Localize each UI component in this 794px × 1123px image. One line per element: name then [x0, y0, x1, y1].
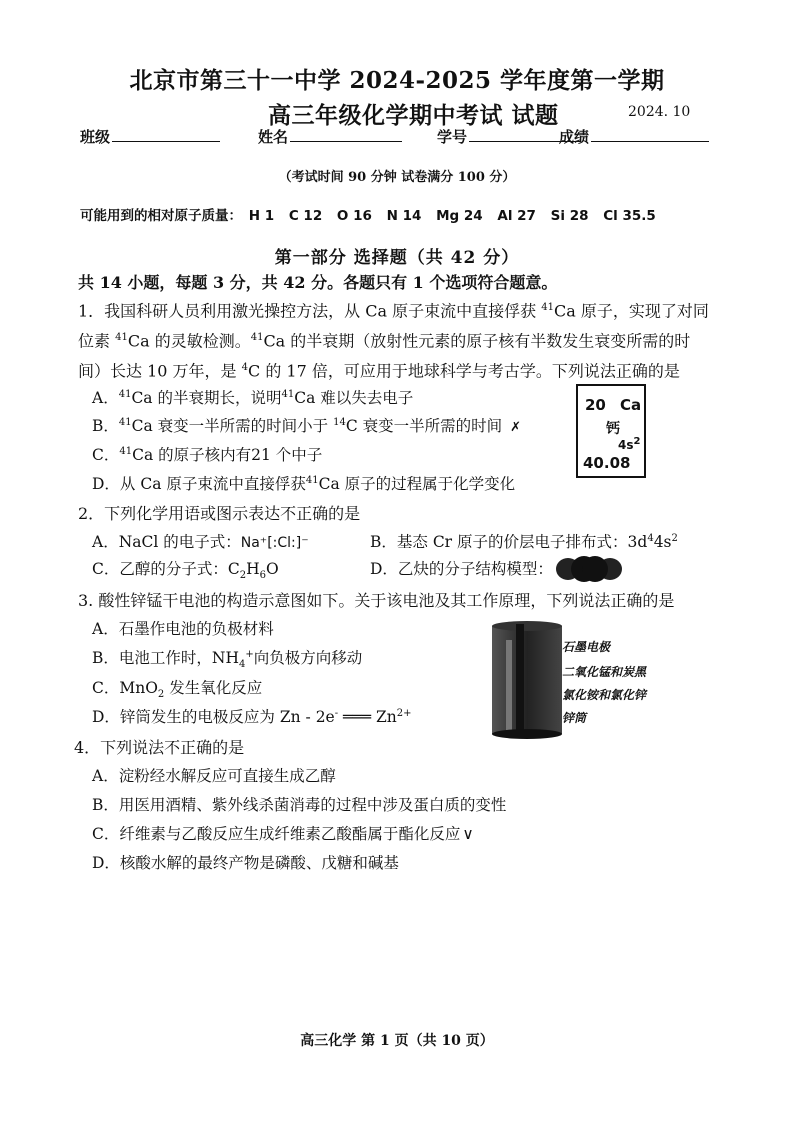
formula-sup: 2	[671, 532, 678, 544]
option-text: C．MnO	[92, 679, 158, 697]
mass-item: H 1	[248, 208, 275, 224]
q1-option-b[interactable]	[92, 414, 521, 436]
q2-option-c[interactable]	[92, 557, 279, 581]
acetylene-model-image	[554, 556, 624, 582]
electron-config	[618, 436, 640, 452]
q1-stem-line1	[78, 293, 709, 326]
mass-number: 14	[333, 416, 346, 428]
config-text: 4s	[618, 438, 634, 452]
class-blank[interactable]	[112, 127, 220, 142]
q4-option-b[interactable]: B．用医用酒精、紫外线杀菌消毒的过程中涉及蛋白质的变性	[92, 796, 507, 814]
q2-option-b[interactable]	[370, 530, 678, 552]
name-blank[interactable]	[290, 127, 402, 142]
atomic-mass-label: 可能用到的相对原子质量：	[80, 208, 242, 224]
option-letter: B．	[92, 417, 119, 435]
q1-stem-line2	[78, 323, 690, 356]
q3-stem: 3. 酸性锌锰干电池的构造示意图如下。关于该电池及其工作原理，下列说法正确的是	[78, 591, 675, 610]
option-text: 发生氧化反应	[164, 679, 263, 697]
option-letter: A．	[92, 389, 119, 407]
option-text: C．乙醇的分子式：	[92, 560, 228, 578]
mass-number: 4	[241, 362, 248, 373]
q1-text: C 的 17 倍，可应用于地球科学与考古学。下列说法正确的是	[248, 361, 680, 381]
atomic-mass: 40.08	[583, 454, 631, 472]
option-text: Ca 难以失去电子	[294, 389, 414, 407]
option-text: B．基态 Cr 原子的价层电子排布式：	[370, 533, 628, 551]
option-text: Ca 的原子核内有21 个中子	[132, 446, 323, 464]
class-label: 班级	[80, 128, 111, 146]
formula-sup: 4	[647, 532, 654, 544]
option-text: Ca 原子的过程属于化学变化	[318, 475, 516, 493]
q2-stem: 2．下列化学用语或图示表达不正确的是	[78, 504, 361, 523]
q3-option-c[interactable]	[92, 676, 262, 700]
mass-item: Si 28	[550, 208, 589, 224]
element-name: 钙	[606, 421, 620, 437]
q1-text: 1．我国科研人员利用激光操控方法，从 Ca 原子束流中直接俘获	[78, 301, 542, 321]
option-text: C．纤维素与乙酸反应生成纤维素乙酸酯属于酯化反应	[92, 825, 461, 843]
mass-number: 41	[118, 416, 132, 428]
mass-item: N 14	[386, 208, 422, 224]
score-label: 成绩	[559, 128, 590, 146]
mass-number: 41	[281, 388, 295, 400]
name-label: 姓名	[258, 128, 289, 146]
mass-number: 41	[115, 332, 128, 343]
label-zinc-can: 锌筒	[562, 711, 587, 725]
formula-text: O	[266, 560, 279, 578]
formula-sup: 2+	[396, 707, 412, 719]
q1-text: 位素	[78, 331, 116, 351]
mass-item: Cl 35.5	[603, 208, 656, 224]
formula-text: H	[246, 560, 260, 578]
config-sup: 2	[633, 436, 641, 447]
option-text: 向负极方向移动	[253, 649, 363, 667]
score-field[interactable]	[559, 126, 709, 147]
class-field[interactable]	[80, 126, 220, 147]
q3-option-b[interactable]	[92, 646, 362, 670]
q1-text: Ca 的灵敏检测。	[127, 331, 251, 351]
mass-number: 41	[250, 332, 264, 343]
q2-option-d[interactable]	[370, 557, 553, 579]
mass-number: 41	[305, 474, 319, 486]
q1-option-c[interactable]	[92, 443, 322, 465]
formula-sub: 2	[157, 689, 165, 701]
option-text: ═══ Zn	[338, 708, 397, 726]
exam-title-line1: 北京市第三十一中学 2024-2025 学年度第一学期	[129, 67, 665, 94]
page-footer: 高三化学 第 1 页（共 10 页）	[300, 1033, 494, 1049]
formula-text: 3d	[627, 533, 648, 551]
q1-option-a[interactable]	[92, 386, 413, 408]
q1-text: 间）长达 10 万年，是	[78, 361, 242, 381]
q2-option-a[interactable]	[92, 530, 309, 552]
formula-sup: -	[334, 707, 339, 719]
handwritten-mark: ✗	[510, 420, 522, 435]
q1-text: Ca 的半衰期（放射性元素的原子核有半数发生衰变所需的时	[263, 331, 691, 351]
option-text: Ca 衰变一半所需的时间小于	[131, 417, 334, 435]
option-text: B．电池工作时，NH	[92, 649, 239, 667]
option-text: D．锌筒发生的电极反应为 Zn - 2e	[92, 708, 335, 726]
formula-sub: 2	[239, 570, 247, 582]
mass-item: Al 27	[497, 208, 536, 224]
part1-instructions: 共 14 小题，每题 3 分，共 42 分。各题只有 1 个选项符合题意。	[78, 273, 558, 292]
exam-title-line2: 高三年级化学期中考试 试题	[268, 102, 559, 129]
mass-number: 41	[119, 445, 133, 457]
q4-stem: 4．下列说法不正确的是	[74, 738, 245, 757]
label-nh4cl-zncl2: 氯化铵和氯化锌	[562, 688, 647, 702]
atomic-number: 20	[585, 396, 606, 414]
handwritten-mark: ∨	[462, 825, 474, 843]
option-text: D．乙炔的分子结构模型：	[370, 560, 553, 578]
part1-heading: 第一部分 选择题（共 42 分）	[274, 248, 520, 268]
name-field[interactable]	[258, 126, 402, 147]
option-text: D．从 Ca 原子束流中直接俘获	[92, 475, 306, 493]
element-symbol: Ca	[620, 396, 642, 414]
student-id-label: 学号	[437, 128, 468, 146]
option-letter: C．	[92, 446, 120, 464]
q1-stem-line3	[78, 353, 680, 386]
exam-note: （考试时间 90 分钟 试卷满分 100 分）	[278, 170, 516, 185]
q1-text: Ca 原子，实现了对同	[553, 301, 709, 321]
atomic-mass-line	[80, 204, 656, 224]
option-text: A．NaCl 的电子式：	[92, 533, 241, 551]
mass-item: C 12	[288, 208, 323, 224]
option-text: C 衰变一半所需的时间	[345, 417, 503, 435]
formula-sub: 6	[259, 570, 267, 582]
mass-item: Mg 24	[436, 208, 483, 224]
calcium-element-card	[576, 384, 646, 478]
mass-number: 41	[541, 302, 554, 313]
mass-item: O 16	[336, 208, 372, 224]
q3-option-d[interactable]	[92, 705, 411, 727]
formula-text: C	[227, 560, 240, 578]
q3-option-a[interactable]: A．石墨作电池的负极材料	[92, 620, 274, 638]
formula-text: 4s	[653, 533, 672, 551]
formula-sub: 4	[238, 659, 246, 671]
q4-option-c[interactable]	[92, 822, 474, 844]
q4-option-d[interactable]: D．核酸水解的最终产物是磷酸、戊糖和碱基	[92, 854, 399, 872]
score-blank[interactable]	[591, 127, 709, 142]
label-mno2-carbon: 二氧化锰和炭黑	[562, 665, 647, 679]
q1-option-d[interactable]	[92, 472, 515, 494]
formula-sup: +	[245, 648, 254, 660]
q4-option-a[interactable]: A．淀粉经水解反应可直接生成乙醇	[92, 767, 336, 785]
battery-diagram-image	[488, 620, 568, 740]
exam-date: 2024. 10	[628, 104, 691, 120]
label-graphite-electrode: 石墨电极	[562, 640, 611, 654]
mass-number: 41	[118, 388, 132, 400]
electron-formula: Na⁺[:Cl:]⁻	[240, 535, 309, 551]
option-text: Ca 的半衰期长，说明	[131, 389, 282, 407]
